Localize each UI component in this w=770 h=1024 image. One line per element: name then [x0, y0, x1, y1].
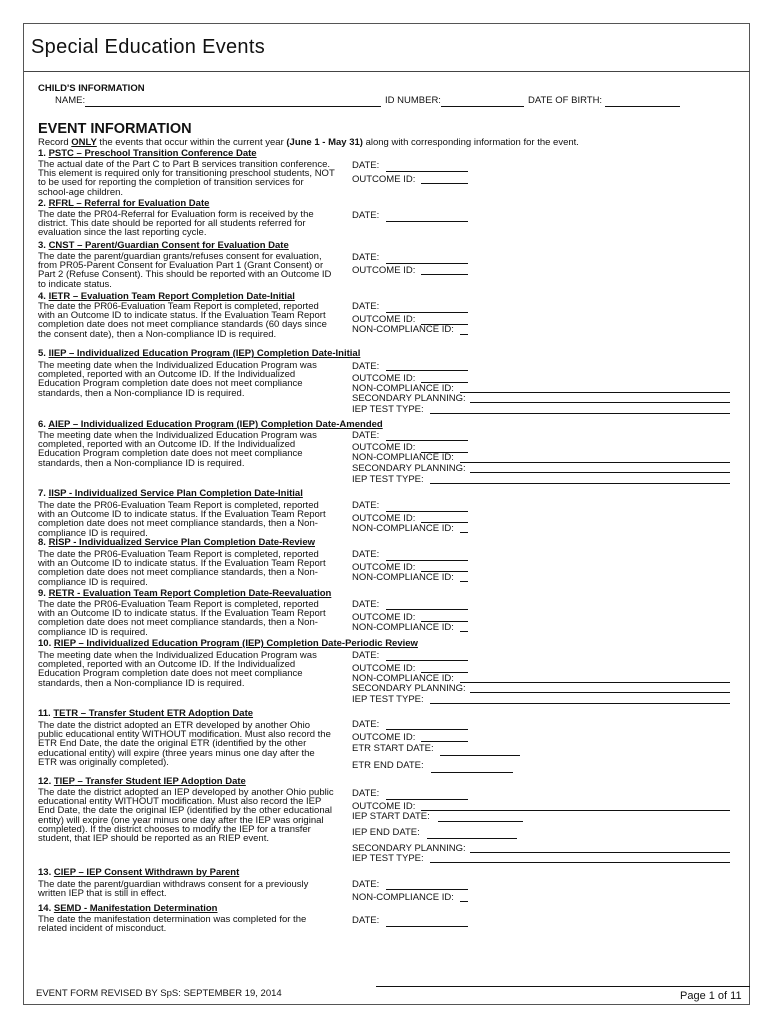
- title-divider: [24, 71, 750, 72]
- section-heading-ietr: 4. IETR – Evaluation Team Report Completion Date-Initial: [38, 291, 295, 302]
- section-heading-aiep: 6. AIEP – Individualized Education Program (IEP) Completion Date-Amended: [38, 419, 383, 430]
- retr-noncompliance-label: NON-COMPLIANCE ID:: [352, 622, 454, 633]
- name-field[interactable]: [85, 106, 381, 107]
- rfrl-date-label: DATE:: [352, 210, 380, 221]
- aiep-outcome-label: OUTCOME ID:: [352, 442, 416, 453]
- section-heading-cnst: 3. CNST – Parent/Guardian Consent for Evaluation Date: [38, 240, 289, 251]
- event-info-heading: EVENT INFORMATION: [38, 121, 192, 137]
- dob-label: DATE OF BIRTH:: [528, 95, 603, 106]
- iiep-noncompliance-label: NON-COMPLIANCE ID:: [352, 383, 454, 394]
- aiep-noncompliance-field[interactable]: [460, 462, 730, 463]
- iisp-noncompliance-label: NON-COMPLIANCE ID:: [352, 523, 454, 534]
- riep-noncompliance-field[interactable]: [460, 682, 730, 683]
- aiep-date-field[interactable]: [386, 440, 468, 441]
- section-desc-aiep: The meeting date when the Individualized Education Program was completed, reported with an Outcome ID. If the Individualized Education Program completion date does not meet compliance standards, then a Non-compliance ID is required.: [38, 430, 317, 469]
- risp-outcome-label: OUTCOME ID:: [352, 562, 416, 573]
- section-heading-retr: 9. RETR - Evaluation Team Report Completion Date-Reevaluation: [38, 588, 332, 599]
- tetr-etr-start-label: ETR START DATE:: [352, 743, 434, 754]
- iisp-date-field[interactable]: [386, 511, 468, 512]
- iiep-outcome-label: OUTCOME ID:: [352, 373, 416, 384]
- risp-noncompliance-label: NON-COMPLIANCE ID:: [352, 572, 454, 583]
- section-desc-retr: The date the PR06-Evaluation Team Report is completed, reported with an Outcome ID to indicate status. If the Evaluation Team Report completion date does not meet compliance standards, then a Non-compliance ID is required.: [38, 599, 326, 638]
- ietr-noncompliance-field[interactable]: [460, 334, 468, 335]
- retr-outcome-label: OUTCOME ID:: [352, 612, 416, 623]
- riep-secondary-field[interactable]: [470, 692, 730, 693]
- cnst-date-field[interactable]: [386, 263, 468, 264]
- iiep-secondary-label: SECONDARY PLANNING:: [352, 393, 466, 404]
- section-desc-ciep: The date the parent/guardian withdraws consent for a previously written IEP that is still in effect.: [38, 879, 309, 900]
- section-heading-tetr: 11. TETR – Transfer Student ETR Adoption Date: [38, 708, 254, 719]
- riep-testtype-field[interactable]: [430, 703, 730, 704]
- risp-date-field[interactable]: [386, 560, 468, 561]
- child-info-heading: CHILD'S INFORMATION: [38, 83, 145, 94]
- section-heading-ciep: 13. CIEP – IEP Consent Withdrawn by Parent: [38, 867, 240, 878]
- section-desc-tiep: The date the district adopted an IEP developed by another Ohio public educational entity WITHOUT modification. Must also record the IEP End Date, the date the original IEP (identified by the other educational entity) will expire (one year minus one day after the IEP was original completed). If the district chooses to modify the IEP for a transfer student, that IEP should be reported as an RIEP event.: [38, 787, 334, 845]
- section-desc-iisp: The date the PR06-Evaluation Team Report is completed, reported with an Outcome ID to indicate status. If the Evaluation Team Report completion date does not meet compliance standards, then a Non-compliance ID is required.: [38, 500, 326, 539]
- section-desc-pstc: The actual date of the Part C to Part B services transition conference. This element is required only for transitioning preschool students, NOT to be used for reporting the completion of transition services for school-age children.: [38, 159, 335, 198]
- tetr-outcome-label: OUTCOME ID:: [352, 732, 416, 743]
- ietr-date-field[interactable]: [386, 312, 468, 313]
- ciep-date-field[interactable]: [386, 889, 468, 890]
- ietr-noncompliance-label: NON-COMPLIANCE ID:: [352, 324, 454, 335]
- semd-date-label: DATE:: [352, 915, 380, 926]
- tiep-iep-start-field[interactable]: [438, 821, 523, 822]
- tiep-testtype-label: IEP TEST TYPE:: [352, 853, 424, 864]
- tiep-secondary-field[interactable]: [470, 852, 730, 853]
- tetr-date-label: DATE:: [352, 719, 380, 730]
- tetr-date-field[interactable]: [386, 729, 468, 730]
- risp-date-label: DATE:: [352, 549, 380, 560]
- rfrl-date-field[interactable]: [386, 221, 468, 222]
- pstc-outcome-label: OUTCOME ID:: [352, 174, 416, 185]
- pstc-date-field[interactable]: [386, 171, 468, 172]
- tiep-iep-end-field[interactable]: [427, 838, 517, 839]
- riep-outcome-label: OUTCOME ID:: [352, 663, 416, 674]
- id-number-label: ID NUMBER:: [385, 95, 441, 106]
- page-title: Special Education Events: [31, 36, 266, 58]
- page-number: Page 1 of 11: [680, 990, 742, 1002]
- section-desc-risp: The date the PR06-Evaluation Team Report is completed, reported with an Outcome ID to indicate status. If the Evaluation Team Report completion date does not meet compliance standards, then a Non-compliance ID is required.: [38, 549, 326, 588]
- tetr-outcome-field[interactable]: [421, 741, 468, 742]
- pstc-outcome-field[interactable]: [421, 183, 468, 184]
- tiep-secondary-label: SECONDARY PLANNING:: [352, 843, 466, 854]
- tetr-etr-end-field[interactable]: [431, 772, 513, 773]
- iisp-outcome-label: OUTCOME ID:: [352, 513, 416, 524]
- section-heading-iisp: 7. IISP - Individualized Service Plan Completion Date-Initial: [38, 488, 303, 499]
- section-heading-iiep: 5. IIEP – Individualized Education Program (IEP) Completion Date-Initial: [38, 348, 361, 359]
- section-heading-semd: 14. SEMD - Manifestation Determination: [38, 903, 218, 914]
- ciep-noncompliance-field[interactable]: [460, 901, 468, 902]
- riep-date-field[interactable]: [386, 660, 468, 661]
- section-desc-iiep: The meeting date when the Individualized Education Program was completed, reported with an Outcome ID. If the Individualized Education Program completion date does not meet compliance standards, then a Non-compliance ID is required.: [38, 360, 317, 399]
- section-heading-tiep: 12. TIEP – Transfer Student IEP Adoption Date: [38, 776, 246, 787]
- aiep-testtype-label: IEP TEST TYPE:: [352, 474, 424, 485]
- tiep-date-field[interactable]: [386, 799, 468, 800]
- tetr-etr-end-label: ETR END DATE:: [352, 760, 424, 771]
- tetr-etr-start-field[interactable]: [440, 755, 520, 756]
- risp-noncompliance-field[interactable]: [460, 581, 468, 582]
- tiep-outcome-field[interactable]: [421, 810, 730, 811]
- revision-note: EVENT FORM REVISED BY SpS: SEPTEMBER 19, 2014: [36, 988, 282, 999]
- iiep-testtype-label: IEP TEST TYPE:: [352, 404, 424, 415]
- section-desc-ietr: The date the PR06-Evaluation Team Report is completed, reported with an Outcome ID to indicate status. If the Evaluation Team Report completion date does not meet compliance standards (60 days since the consent date), then a Non-compliance ID is required.: [38, 301, 327, 340]
- event-info-intro: Record ONLY the events that occur within the current year (June 1 - May 31) along with corresponding information for the event.: [38, 137, 579, 148]
- iiep-secondary-field[interactable]: [470, 402, 730, 403]
- pstc-date-label: DATE:: [352, 160, 380, 171]
- tiep-outcome-label: OUTCOME ID:: [352, 801, 416, 812]
- ietr-outcome-label: OUTCOME ID:: [352, 314, 416, 325]
- semd-date-field[interactable]: [386, 926, 468, 927]
- cnst-outcome-field[interactable]: [421, 274, 468, 275]
- section-desc-semd: The date the manifestation determination was completed for the related incident of misconduct.: [38, 914, 307, 935]
- iiep-testtype-field[interactable]: [430, 413, 730, 414]
- riep-testtype-label: IEP TEST TYPE:: [352, 694, 424, 705]
- iisp-noncompliance-field[interactable]: [460, 532, 468, 533]
- aiep-secondary-field[interactable]: [470, 472, 730, 473]
- footer-divider: [376, 986, 750, 987]
- ciep-noncompliance-label: NON-COMPLIANCE ID:: [352, 892, 454, 903]
- section-desc-riep: The meeting date when the Individualized Education Program was completed, reported with an Outcome ID. If the Individualized Education Program completion date does not meet compliance standards, then a Non-compliance ID is required.: [38, 650, 317, 689]
- tiep-iep-start-label: IEP START DATE:: [352, 811, 430, 822]
- riep-date-label: DATE:: [352, 650, 380, 661]
- riep-secondary-label: SECONDARY PLANNING:: [352, 683, 466, 694]
- aiep-date-label: DATE:: [352, 430, 380, 441]
- tiep-date-label: DATE:: [352, 788, 380, 799]
- section-heading-risp: 8. RISP - Individualized Service Plan Completion Date-Review: [38, 537, 315, 548]
- retr-date-label: DATE:: [352, 599, 380, 610]
- aiep-secondary-label: SECONDARY PLANNING:: [352, 463, 466, 474]
- section-heading-riep: 10. RIEP – Individualized Education Program (IEP) Completion Date-Periodic Review: [38, 638, 418, 649]
- section-desc-rfrl: The date the PR04-Referral for Evaluation form is received by the district. This date should be reported for all students referred for evaluation since the last reporting cycle.: [38, 209, 314, 239]
- section-heading-rfrl: 2. RFRL – Referral for Evaluation Date: [38, 198, 210, 209]
- cnst-outcome-label: OUTCOME ID:: [352, 265, 416, 276]
- section-heading-pstc: 1. PSTC – Preschool Transition Conference Date: [38, 148, 257, 159]
- section-desc-tetr: The date the district adopted an ETR developed by another Ohio public educational entity WITHOUT modification. Must also record the ETR End Date, the date the original ETR (identified by the other educational entity) will expire (three years minus one day after the ETR was originally completed).: [38, 720, 331, 768]
- name-label: NAME:: [55, 95, 86, 106]
- dob-field[interactable]: [605, 106, 680, 107]
- ciep-date-label: DATE:: [352, 879, 380, 890]
- iiep-date-label: DATE:: [352, 361, 380, 372]
- iisp-date-label: DATE:: [352, 500, 380, 511]
- ietr-date-label: DATE:: [352, 301, 380, 312]
- id-number-field[interactable]: [441, 106, 524, 107]
- iiep-date-field[interactable]: [386, 370, 468, 371]
- tiep-iep-end-label: IEP END DATE:: [352, 827, 420, 838]
- cnst-date-label: DATE:: [352, 252, 380, 263]
- aiep-testtype-field[interactable]: [430, 483, 730, 484]
- iiep-noncompliance-field[interactable]: [460, 392, 730, 393]
- riep-noncompliance-label: NON-COMPLIANCE ID:: [352, 673, 454, 684]
- tiep-testtype-field[interactable]: [430, 862, 730, 863]
- retr-noncompliance-field[interactable]: [460, 631, 468, 632]
- aiep-noncompliance-label: NON-COMPLIANCE ID:: [352, 452, 454, 463]
- retr-date-field[interactable]: [386, 609, 468, 610]
- section-desc-cnst: The date the parent/guardian grants/refuses consent for evaluation, from PR05-Parent Consent for Evaluation Part 1 (Grant Consent) or Part 2 (Refuse Consent). This should be reported with an Outcome ID to indicate status.: [38, 251, 332, 290]
